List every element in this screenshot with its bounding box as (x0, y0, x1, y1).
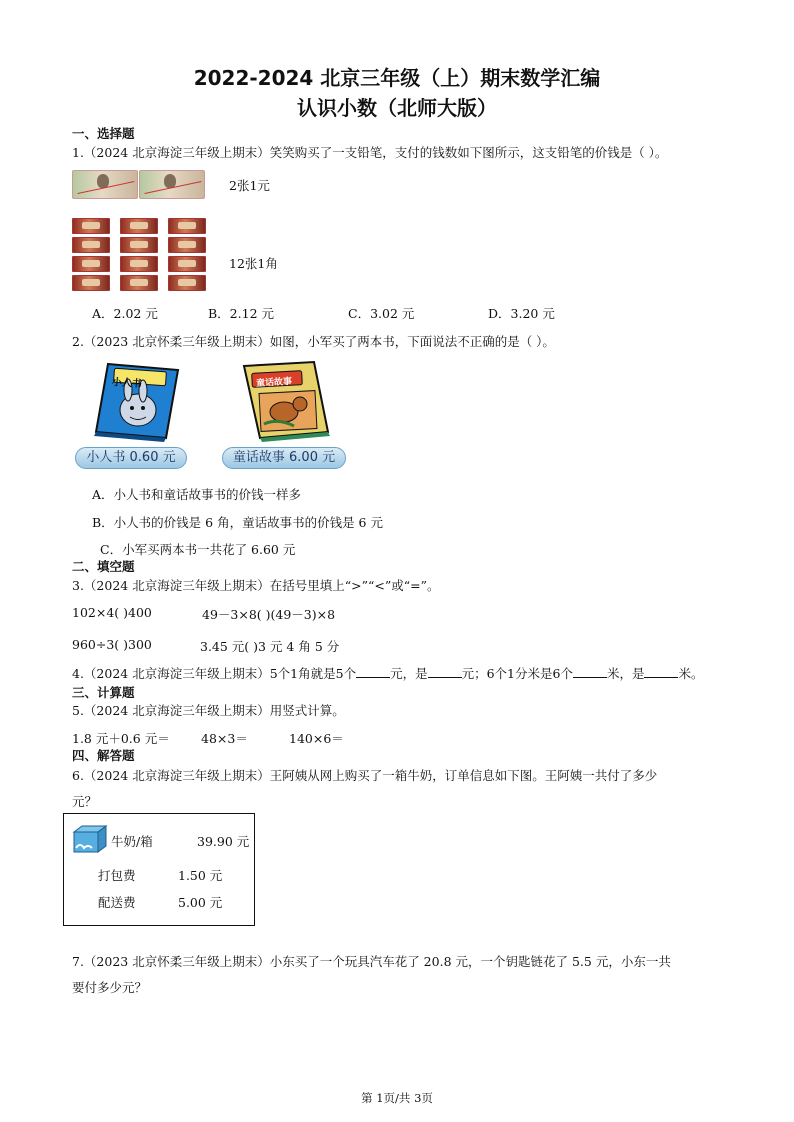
question-2-option-c: C．小军买两本书一共花了 6.60 元 (100, 542, 296, 557)
question-1-option-d: D．3.20 元 (488, 306, 555, 321)
question-6-text-line-2: 元？ (72, 794, 98, 809)
answer-blank[interactable] (356, 665, 390, 678)
question-4-part-3: 元；6个1分米是6个 (461, 666, 573, 681)
packing-fee-label: 打包费 (98, 868, 136, 883)
answer-blank[interactable] (573, 665, 607, 678)
question-7-text-line-1: 7.（2023 北京怀柔三年级上期末）小东买了一个玩具汽车花了 20.8 元，一个钥匙链花了 5.5 元，小东一共 (72, 954, 671, 969)
milk-box-icon (72, 824, 108, 854)
milk-item-name: 牛奶/箱 (111, 834, 153, 849)
milk-item-price: 39.90 元 (197, 834, 250, 849)
answer-blank[interactable] (644, 665, 678, 678)
question-1-option-c: C．3.02 元 (348, 306, 415, 321)
question-2-text: 2.（2023 北京怀柔三年级上期末）如图，小军买了两本书，下面说法不正确的是（ ）。 (72, 334, 555, 349)
question-2-option-b: B．小人书的价钱是 6 角，童话故事书的价钱是 6 元 (92, 515, 383, 530)
section-heading-fill: 二、填空题 (72, 559, 135, 574)
fairy-tale-book-cover-title: 童话故事 (255, 377, 293, 389)
fairy-tale-book-image (238, 360, 334, 442)
question-1-option-b: B．2.12 元 (208, 306, 274, 321)
document-subtitle: 认识小数（北师大版） (297, 96, 497, 120)
question-5-text: 5.（2024 北京海淀三年级上期末）用竖式计算。 (72, 703, 345, 718)
question-5-expression-1: 1.8 元＋0.6 元＝ (72, 731, 170, 746)
packing-fee-price: 1.50 元 (178, 868, 223, 883)
jiao-count-label: 12张1角 (229, 256, 278, 271)
question-7-text-line-2: 要付多少元？ (72, 980, 148, 995)
question-4-part-5: 米。 (678, 666, 704, 681)
question-4-part-2: 元，是 (390, 666, 428, 681)
question-3-text: 3.（2024 北京海淀三年级上期末）在括号里填上“>”“<”或“=”。 (72, 578, 440, 593)
question-3-item-4: 3.45 元( )3 元 4 角 5 分 (200, 639, 340, 654)
question-2-option-a: A．小人书和童话故事书的价钱一样多 (92, 487, 302, 502)
order-info-box (63, 813, 255, 926)
picture-book-price-tag: 小人书 0.60 元 (75, 447, 187, 469)
question-1-option-a: A．2.02 元 (92, 306, 158, 321)
question-4-part-1: 4.（2024 北京海淀三年级上期末）5个1角就是5个 (72, 666, 357, 681)
one-yuan-note-image (139, 170, 205, 199)
delivery-fee-label: 配送费 (98, 895, 136, 910)
question-5-expression-2: 48×3＝ (201, 731, 248, 746)
question-1-text: 1.（2024 北京海淀三年级上期末）笑笑购买了一支铅笔，支付的钱数如下图所示，这支铅笔的价钱是（ ）。 (72, 145, 668, 160)
question-3-item-3: 960÷3( )300 (72, 637, 152, 652)
section-heading-choice: 一、选择题 (72, 126, 135, 141)
section-heading-solution: 四、解答题 (72, 748, 135, 763)
fairy-tale-book-price-tag: 童话故事 6.00 元 (222, 447, 346, 469)
question-5-expression-3: 140×6＝ (289, 731, 344, 746)
picture-book-cover-title: 小人书 (111, 376, 143, 391)
delivery-fee-price: 5.00 元 (178, 895, 223, 910)
one-jiao-notes-image (72, 218, 212, 294)
question-4-text (72, 664, 703, 682)
question-4-part-4: 米，是 (606, 666, 645, 681)
one-yuan-note-image (72, 170, 138, 199)
question-6-text-line-1: 6.（2024 北京海淀三年级上期末）王阿姨从网上购买了一箱牛奶，订单信息如下图。王阿姨一共付了多少 (72, 768, 658, 783)
document-title: 2022-2024 北京三年级（上）期末数学汇编 (193, 66, 601, 90)
yuan-count-label: 2张1元 (229, 178, 270, 193)
page-footer: 第 1页/共 3页 (361, 1091, 433, 1105)
picture-book-image (88, 360, 188, 442)
question-3-item-1: 102×4( )400 (72, 605, 152, 620)
question-3-item-2: 49－3×8( )(49－3)×8 (202, 607, 336, 622)
answer-blank[interactable] (428, 665, 462, 678)
section-heading-calculation: 三、计算题 (72, 685, 135, 700)
